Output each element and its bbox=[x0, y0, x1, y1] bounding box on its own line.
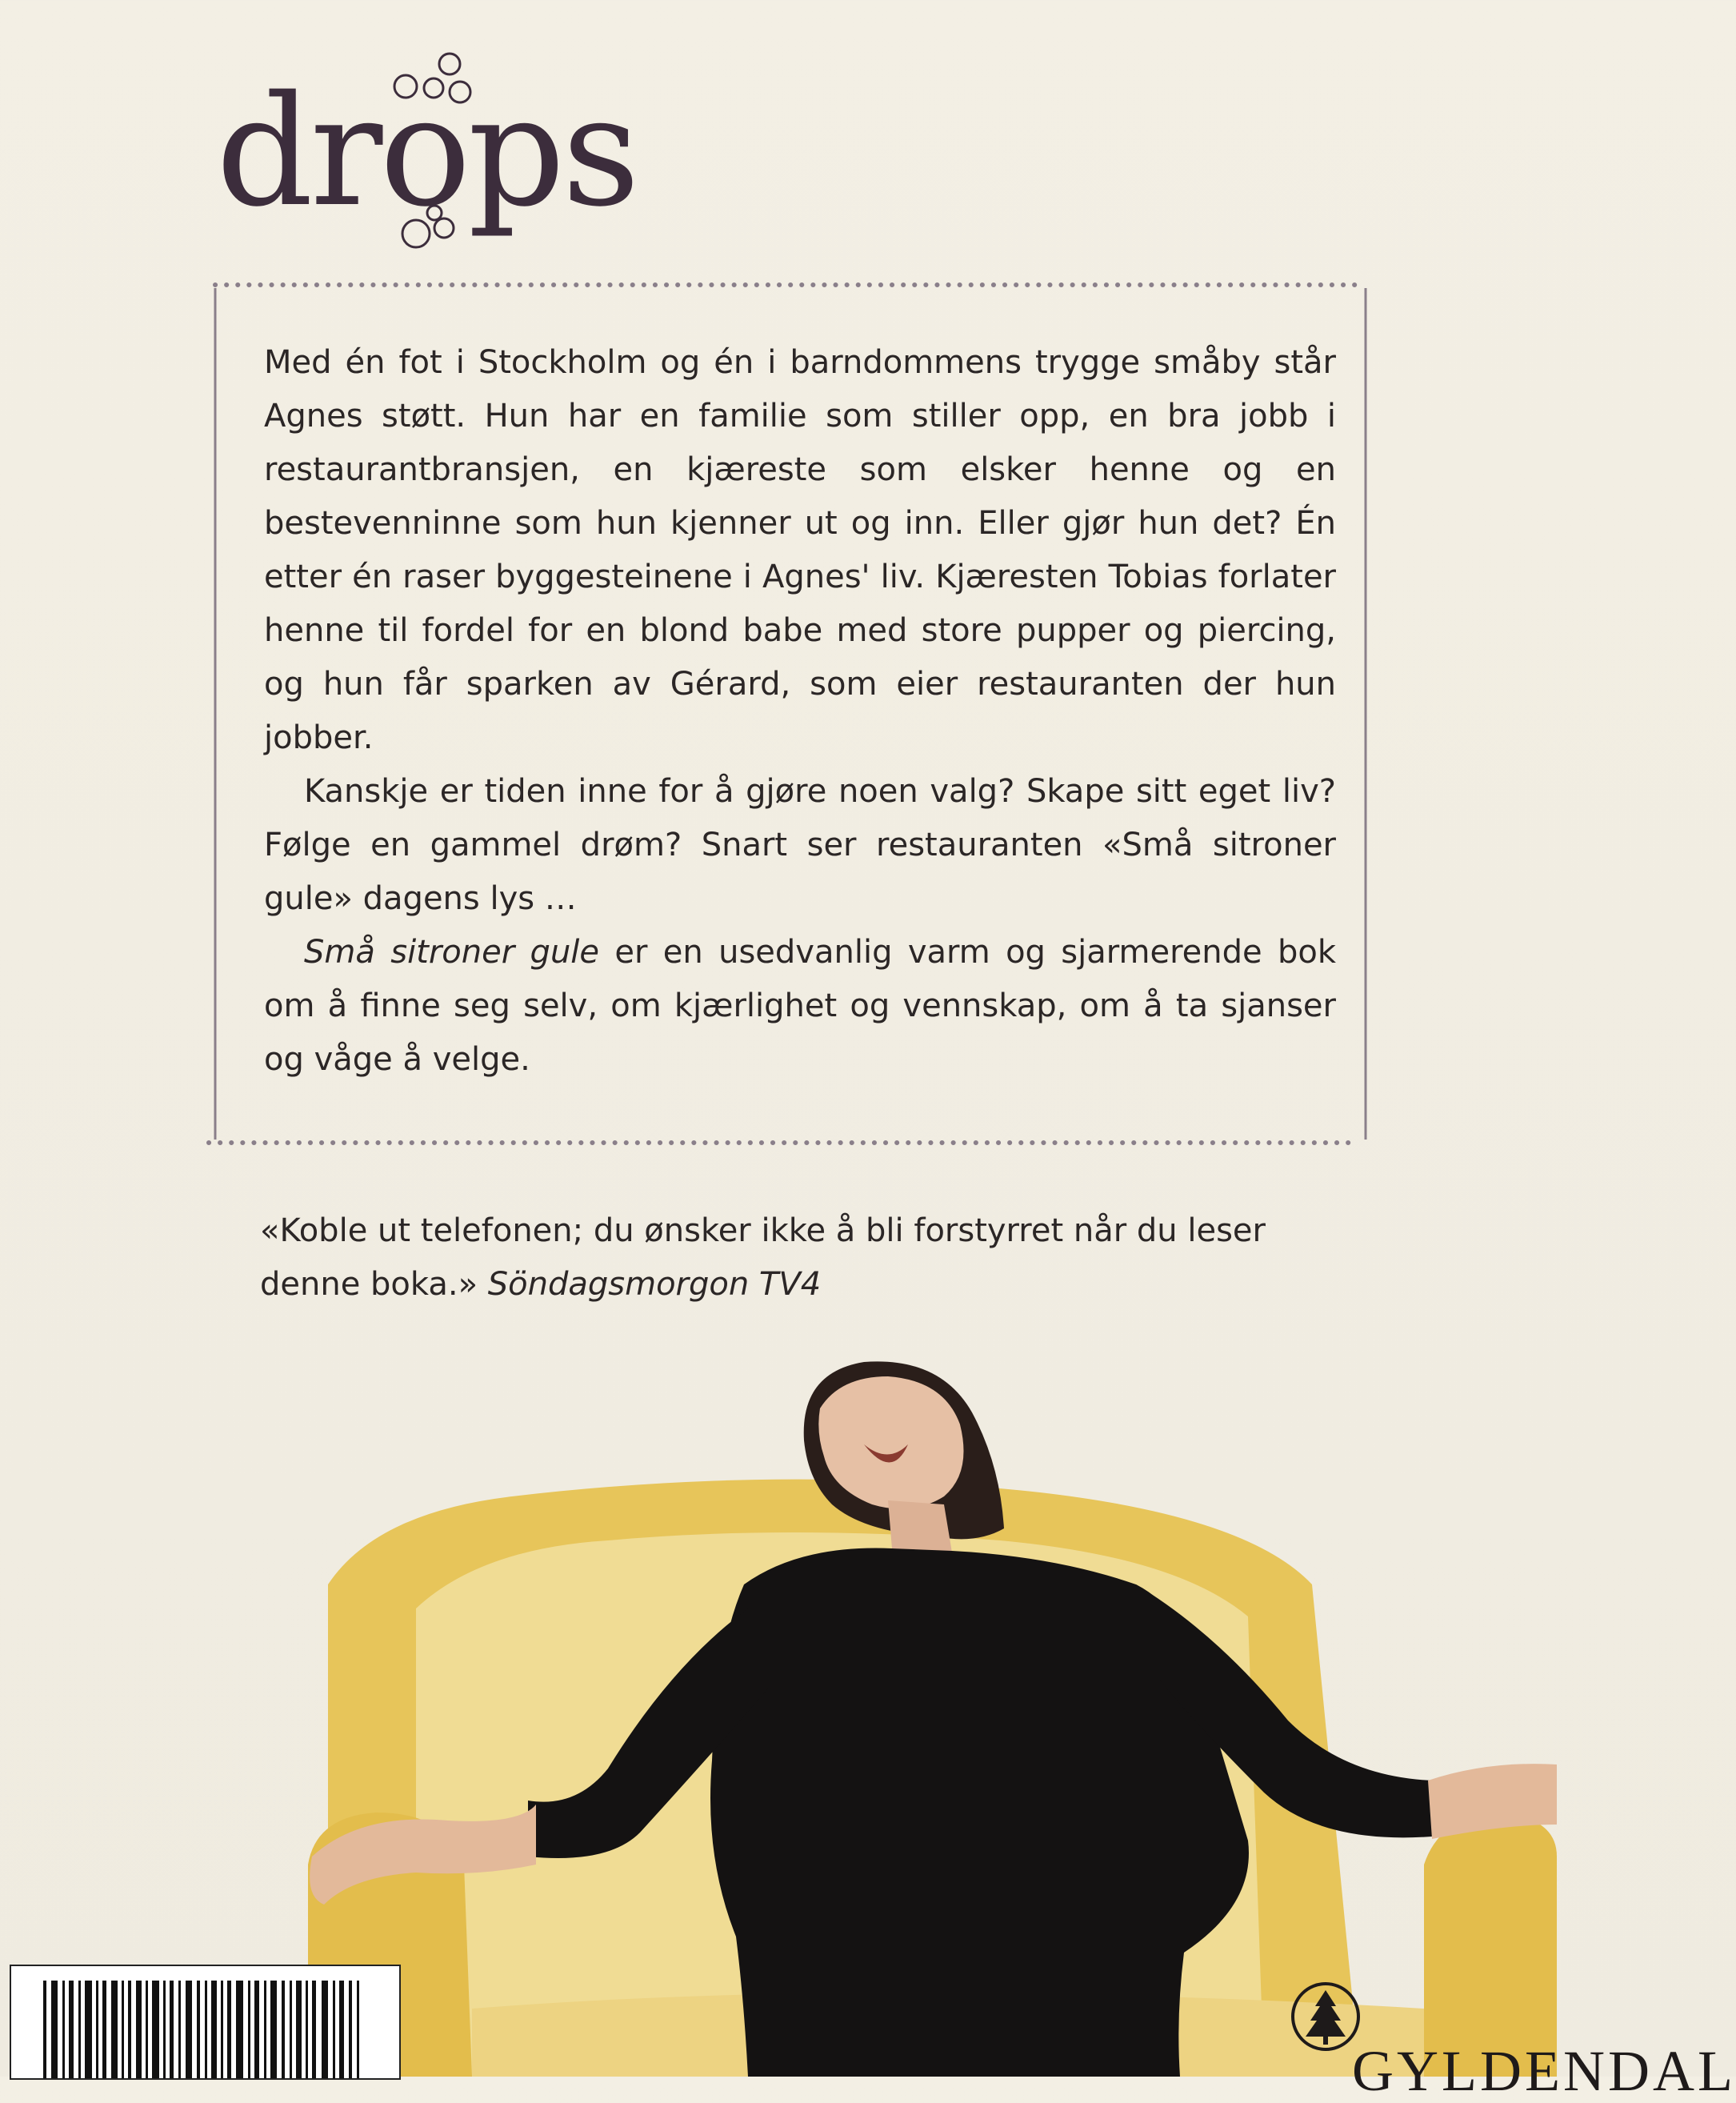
tree-icon bbox=[1290, 1981, 1362, 2053]
series-logo bbox=[216, 48, 664, 264]
publisher-name: GYLDENDAL bbox=[1352, 2039, 1736, 2103]
logo-text: drops bbox=[216, 63, 637, 240]
review-quote bbox=[260, 1204, 1364, 1312]
armchair-right-arm bbox=[1424, 1813, 1557, 2077]
blurb-paragraph-1: Med én fot i Stockholm og én i barndommens trygge småby står Agnes støtt. Hun har en familie som stiller opp, en bra jobb i restaurantbransjen, en kjæreste som elsker henne og en bestevenninne som hun kjenner ut og inn. Eller gjør hun det? Én etter én raser byggesteinene i Agnes' liv. Kjæresten Tobias forlater henne til fordel for en blond babe med store pupper og piercing, og hun får sparken av Gérard, som eier restauranten der hun jobber. bbox=[264, 344, 1336, 756]
quote-text: «Koble ut telefonen; du ønsker ikke å bli forstyrret når du leser denne boka.» bbox=[260, 1212, 1266, 1303]
blurb-paragraph-2: Kanskje er tiden inne for å gjøre noen valg? Skape sitt eget liv? Følge en gammel drøm? Snart ser restauranten «Små sitroner gule» dagens lys … bbox=[264, 773, 1336, 917]
barcode bbox=[10, 1965, 401, 2080]
barcode-icon bbox=[11, 1966, 399, 2078]
quote-source: Söndagsmorgon TV4 bbox=[487, 1266, 822, 1303]
book-title: Små sitroner gule bbox=[304, 934, 600, 971]
blurb-text bbox=[264, 336, 1336, 1087]
blurb-paragraph-3-text: er en usedvanlig varm og sjarmerende bok om å finne seg selv, om kjærlighet og vennskap, om å ta sjanser og våge å velge. bbox=[264, 934, 1336, 1078]
blurb-paragraph-3 bbox=[264, 926, 1336, 1087]
neck bbox=[888, 1500, 952, 1552]
blurb-box bbox=[204, 280, 1364, 1148]
